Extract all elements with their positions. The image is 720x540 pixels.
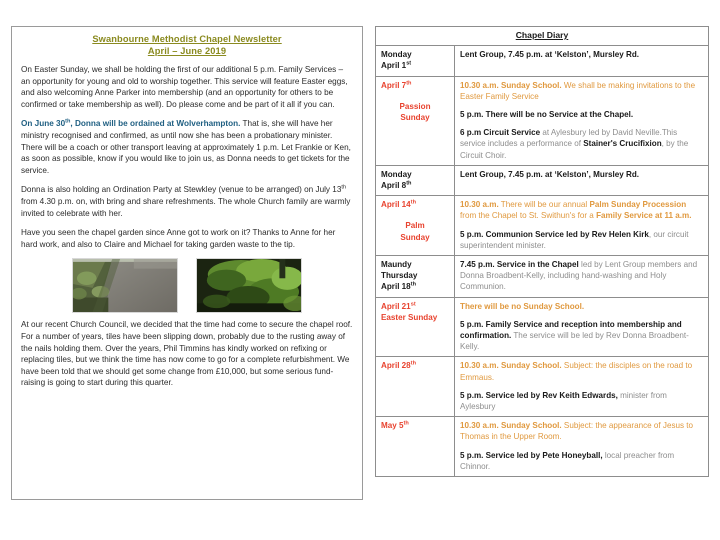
diary-row <box>376 256 709 298</box>
diary-detail-cell <box>455 196 709 256</box>
diary-entry-segment: 6 p.m Circuit Service <box>460 128 541 138</box>
diary-date-season: Palm Sunday <box>400 221 430 242</box>
diary-entry <box>460 80 703 102</box>
chapel-diary-table <box>375 26 709 477</box>
diary-entry-segment: Stainer's Crucifixion <box>583 139 662 149</box>
diary-entry-segment: 5 p.m. Service led by Pete Honeyball, <box>460 450 603 460</box>
diary-entry <box>460 360 703 382</box>
diary-row <box>376 417 709 477</box>
diary-detail-cell <box>455 46 709 76</box>
diary-title-text: Chapel Diary <box>515 30 569 40</box>
diary-entry <box>460 49 703 60</box>
diary-entry-segment: The service will be led by Rev Donna Broadbent-Kelly. <box>460 331 689 352</box>
diary-date-main: Monday <box>381 169 412 179</box>
diary-entry-segment: 5 p.m. There will be no Service at the Chapel. <box>460 110 634 120</box>
diary-date-cell <box>376 297 455 357</box>
newsletter-paragraph-garden: Have you seen the chapel garden since Anne got to work on it? Thanks to Anne for her hard work, and also to Claire and Michael for taking garden waste to the tip. <box>21 228 336 249</box>
diary-entry-segment: 5 p.m. Service led by Rev Keith Edwards, <box>460 390 618 400</box>
diary-detail-cell <box>455 165 709 195</box>
diary-date-sub: April 18th <box>381 281 416 292</box>
diary-entry <box>460 390 703 412</box>
diary-entry <box>460 109 703 120</box>
diary-entry-segment: Family Service at 11 a.m. <box>596 211 692 221</box>
diary-row <box>376 46 709 76</box>
diary-entry-segment: 5 p.m. Communion Service led by Rev Helen Kirk <box>460 229 649 239</box>
diary-date-season: Passion Sunday <box>399 101 431 123</box>
diary-date-main: Maundy Thursday <box>381 260 418 281</box>
diary-entry <box>460 450 703 472</box>
diary-date-cell <box>376 76 455 165</box>
diary-entry-segment: , by the Circuit Choir. <box>460 139 689 160</box>
diary-date-sub: April 1st <box>381 60 412 71</box>
diary-detail-cell <box>455 76 709 165</box>
diary-entry-segment: Palm Sunday Procession <box>589 200 687 210</box>
diary-entry-segment: , our circuit superintendent minister. <box>460 229 689 250</box>
diary-date-sub: Easter Sunday <box>381 312 438 322</box>
diary-detail-cell <box>455 297 709 357</box>
newsletter-panel <box>11 26 363 500</box>
diary-row <box>376 357 709 417</box>
diary-header-row <box>376 27 709 46</box>
diary-entry <box>460 127 703 161</box>
newsletter-paragraph-easter: On Easter Sunday, we shall be holding the first of our additional 5 p.m. Family Services – an opportunity for young and old to worship together. This service will feature Easter eggs, and also welcoming Anne Parker into membership (and an opportunity for others to be confirmed or take membership as well). Do please come and be part of it all if you can. <box>21 65 348 109</box>
diary-entry-segment: 10.30 a.m. Sunday School. <box>460 361 562 371</box>
diary-entry-segment: We shall be making invitations to the Easter Family Service <box>460 80 696 101</box>
diary-entry-segment: led by Lent Group members and Donna Broadbent-Kelly, including hand-washing and Holy Communion. <box>460 260 698 292</box>
diary-row <box>376 196 709 256</box>
diary-entry <box>460 301 703 312</box>
diary-entry <box>460 319 703 353</box>
diary-row <box>376 76 709 165</box>
diary-entry <box>460 259 703 293</box>
newsletter-paragraph-ordination <box>21 118 353 176</box>
diary-date-cell <box>376 256 455 298</box>
garden-photo-left <box>72 258 178 313</box>
diary-title <box>376 27 709 46</box>
diary-entry-segment: 10.30 a.m. Sunday School. <box>460 421 562 431</box>
diary-entry-segment: , 7.45 p.m. at ‘Kelston’, Mursley Rd. <box>503 169 640 179</box>
diary-date-main: Monday <box>381 50 412 60</box>
diary-entry-segment: , 7.45 p.m. at ‘Kelston’, Mursley Rd. <box>503 50 640 60</box>
diary-body <box>376 46 709 477</box>
newsletter-paragraph-roof: At our recent Church Council, we decided that the time had come to secure the chapel roof. For a number of years, tiles have been slipping down, probably due to the rusting away of the nails holding them. Over the years, Phil Timmins has kindly worked on refixing or replacing tiles, but we think the time has now come to go for a complete refurbishment. We have been told that we should get some change from £10,000, but some serious fund-raising is going to start during this quarter. <box>21 320 353 388</box>
diary-date-cell <box>376 196 455 256</box>
diary-date-main: April 7th <box>381 79 412 90</box>
garden-shrubs-image <box>197 259 301 312</box>
diary-date-cell <box>376 46 455 76</box>
diary-date-cell <box>376 165 455 195</box>
diary-entry-segment: 7.45 p.m. Service in the Chapel <box>460 260 579 270</box>
diary-entry-segment: There will be our annual <box>498 200 590 210</box>
garden-photo-row <box>21 258 353 313</box>
diary-entry-segment: local preacher from Chinnor. <box>460 450 675 471</box>
diary-date-cell <box>376 417 455 477</box>
diary-entry-segment: This service includes a performance of <box>460 128 678 149</box>
diary-entry-segment: 5 p.m. Family Service and reception into membership and confirmation. <box>460 319 682 341</box>
diary-date-main: May 5th <box>381 420 409 431</box>
ordination-rest: That is, she will have her ministry recognised and confirmed, as until now she has been a probationary minister. There will be a coach or other transport leaving at approximately 1 p.m. Let Frankie or Ken, as soon as possible, know if you would like to join us, as Donna needs to get tickets for the service. <box>21 119 351 175</box>
diary-entry-segment: from the Chapel to St. Swithun's for a <box>460 211 597 221</box>
diary-entry-segment: at Aylesbury led by David Neville. <box>540 128 662 138</box>
diary-row <box>376 165 709 195</box>
newsletter-title-line1: Swanbourne Methodist Chapel Newsletter <box>92 34 282 44</box>
diary-detail-cell <box>455 256 709 298</box>
diary-date-main: April 28th <box>381 360 416 371</box>
newsletter-paragraph-party: Donna is also holding an Ordination Party at Stewkley (venue to be arranged) on July 13th from 4.30 p.m. on, with bring and share refreshments. The whole Church family are warmly invited to celebrate with her. <box>21 184 351 218</box>
diary-detail-cell <box>455 417 709 477</box>
newsletter-title-line2: April – June 2019 <box>147 45 227 56</box>
ordination-lead-sentence: On June 30th, Donna will be ordained at Wolverhampton. <box>21 118 241 129</box>
diary-entry <box>460 199 703 221</box>
diary-entry-segment: 10.30 a.m. <box>460 200 499 210</box>
newsletter-title <box>21 34 353 57</box>
diary-entry-segment: Lent Group <box>460 50 504 60</box>
diary-entry-segment: minister from Aylesbury <box>460 390 667 412</box>
diary-date-cell <box>376 357 455 417</box>
diary-date-main: April 21st <box>381 300 416 311</box>
diary-entry-segment: Lent Group <box>460 169 504 179</box>
diary-date-sub: April 8th <box>381 180 412 191</box>
diary-entry <box>460 169 703 180</box>
diary-entry-segment: 10.30 a.m. Sunday School. <box>460 80 562 90</box>
diary-entry <box>460 229 703 251</box>
garden-path-image <box>73 259 177 312</box>
garden-photo-right <box>196 258 302 313</box>
diary-entry-segment: Subject: the appearance of Jesus to Thomas in the Upper Room. <box>460 421 694 442</box>
diary-entry <box>460 420 703 442</box>
diary-entry-segment: There will be no Sunday School. <box>460 301 585 311</box>
diary-entry-segment: Subject: the disciples on the road to Emmaus. <box>460 361 693 382</box>
diary-date-main: April 14th <box>381 199 416 210</box>
diary-row <box>376 297 709 357</box>
diary-detail-cell <box>455 357 709 417</box>
